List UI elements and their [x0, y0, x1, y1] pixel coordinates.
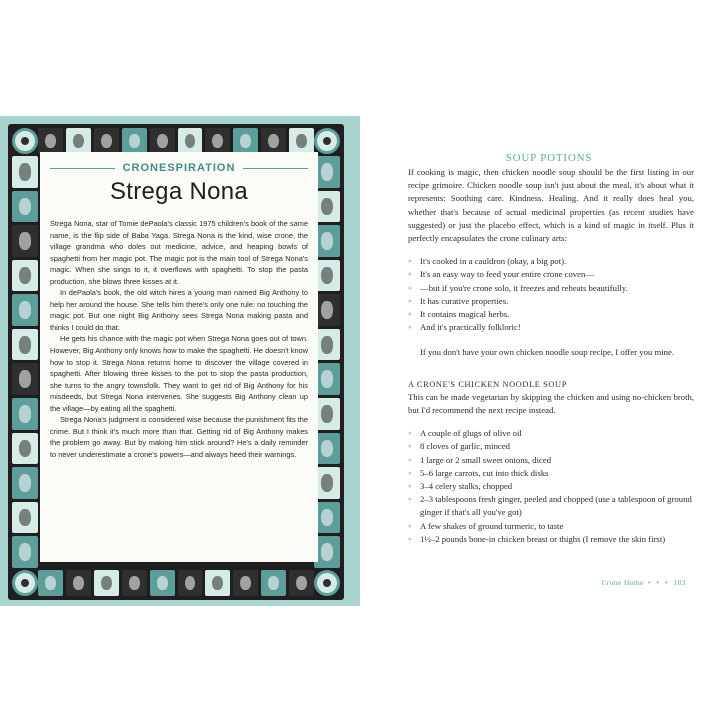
list-item-text: 1 large or 2 small sweet onions, diced: [420, 454, 552, 465]
list-item-text: 5–6 large carrots, cut into thick disks: [420, 467, 549, 478]
bullet-icon: »: [408, 442, 412, 451]
list-item: [408, 533, 694, 546]
frame-top-border: [38, 128, 314, 154]
offer-paragraph: If you don't have your own chicken noodle soup recipe, I offer you mine.: [420, 347, 674, 358]
bullet-icon: »: [408, 534, 412, 543]
frame-left-border: [12, 156, 38, 568]
list-item: [408, 427, 694, 440]
reasons-list: [408, 255, 694, 334]
page-footer: [601, 578, 686, 587]
bullet-icon: »: [408, 310, 412, 319]
bullet-icon: »: [408, 270, 412, 279]
frame-corner-ornament: [314, 128, 340, 154]
list-item-text: A couple of glugs of olive oil: [420, 428, 522, 439]
list-item: [408, 493, 694, 519]
list-item: [408, 321, 694, 334]
bullet-icon: »: [408, 482, 412, 491]
footer-dots: • • •: [647, 578, 670, 587]
section-kicker: CRONESPIRATION: [122, 162, 236, 174]
list-item-text: It has curative properties.: [420, 295, 509, 306]
list-item-text: It contains magical herbs.: [420, 309, 510, 320]
sidebar-panel: [40, 152, 318, 562]
bullet-icon: »: [408, 296, 412, 305]
frame-corner-ornament: [12, 128, 38, 154]
list-item: [408, 308, 694, 321]
kicker-rule: [50, 168, 115, 169]
bullet-icon: »: [408, 455, 412, 464]
bullet-icon: »: [408, 323, 412, 332]
list-item: [408, 282, 694, 295]
kicker-rule: [243, 168, 308, 169]
recipe-title: A CRONE'S CHICKEN NOODLE SOUP: [408, 379, 567, 389]
list-item-text: It's an easy way to feed your entire crone coven—: [420, 269, 595, 280]
frame-bottom-border: [38, 570, 314, 596]
list-item: [408, 440, 694, 453]
list-item: [408, 467, 694, 480]
list-item: [408, 480, 694, 493]
bullet-icon: »: [408, 429, 412, 438]
recipe-intro: This can be made vegetarian by skipping the chicken and using no-chicken broth, but I'd recommend the next recipe instead.: [408, 391, 694, 416]
sidebar-paragraph: In dePaola's book, the old witch hires a young man named Big Anthony to help her around the house. She tells him there's only one rule: no touching the magic pot. But one night Big Anthony sees Strega Nona making pasta and thinks I could do that.: [50, 288, 308, 332]
ingredients-list: [408, 427, 694, 546]
running-footer-label: Crone Home: [601, 578, 644, 587]
right-body: [408, 166, 694, 546]
list-item-text: —but if you're crone solo, it freezes and reheats beautifully.: [420, 282, 628, 293]
list-item: [408, 454, 694, 467]
intro-paragraph: If cooking is magic, then chicken noodle soup should be the first listing in our recipe grimoire. Chicken noodle soup isn't just about the meal, it's about what it represents: Soothing care. Kindness. Healing. And it really does heal you, whether that's because of actual medicinal properties (as recent studies have suggested) or just the placebo effect, which is a kind of magic in itself. Plus it perfectly encapsulates the crone culinary arts:: [408, 167, 694, 244]
sidebar-paragraph: Strega Nona, star of Tomie dePaola's classic 1975 children's book of the same name, is the flip side of Baba Yaga. Strega Nona is the kind, wise crone, the village grandma who doles out medicine, advice, and heaping bowls of spaghetti from her magic pot. The magic pot is the main tool of Strega Nona's magic. When she sings to it, it overflows with spaghetti. To stop the pasta production, she blows three kisses at it.: [50, 219, 308, 286]
sidebar-paragraph: Strega Nona's judgment is considered wise because the punishment fits the crime. But I think it's much more than that. Getting rid of Big Anthony makes the problem go away. But by making him stick around? He's a daily reminder to never underestimate a crone's powers—and always heed their warnings.: [50, 415, 308, 459]
bullet-icon: »: [408, 495, 412, 504]
frame-corner-ornament: [12, 570, 38, 596]
list-item-text: It's cooked in a cauldron (okay, a big pot).: [420, 256, 567, 267]
list-item: [408, 268, 694, 281]
bullet-icon: »: [408, 521, 412, 530]
sidebar-body: [50, 218, 308, 460]
list-item-text: 1½–2 pounds bone-in chicken breast or thighs (I remove the skin first): [420, 533, 666, 544]
list-item: [408, 520, 694, 533]
sidebar-paragraph: He gets his chance with the magic pot when Strega Nona goes out of town. However, Big Anthony only knows how to make the spaghetti. He doesn't know how to stop it. Strega Nona returns home to discover the village covered in spaghetti. After blowing three kisses to the pot to stop the pasta production, she turns to the angry townsfolk. They want to get rid of Big Anthony for his misdeeds, but Strega Nona intervenes. She suggests Big Anthony clean up the village—by eating all the spaghetti.: [50, 334, 308, 413]
kicker-row: [50, 162, 308, 174]
frame-corner-ornament: [314, 570, 340, 596]
list-item-text: 8 cloves of garlic, minced: [420, 441, 510, 452]
list-item-text: 2–3 tablespoons fresh ginger, peeled and chopped (use a tablespoon of ground ginger if that's all you've got): [420, 494, 692, 518]
right-page: [360, 116, 720, 606]
list-item-text: A few shakes of ground turmeric, to taste: [420, 520, 564, 531]
page-title: Strega Nona: [109, 178, 249, 205]
bullet-icon: »: [408, 257, 412, 266]
list-item-text: 3–4 celery stalks, chopped: [420, 481, 513, 492]
bullet-icon: »: [408, 468, 412, 477]
bullet-icon: »: [408, 283, 412, 292]
section-heading: SOUP POTIONS: [505, 152, 593, 164]
list-item: [408, 295, 694, 308]
list-item-text: And it's practically folkloric!: [420, 322, 521, 333]
list-item: [408, 255, 694, 268]
page-number: 103: [673, 578, 686, 587]
